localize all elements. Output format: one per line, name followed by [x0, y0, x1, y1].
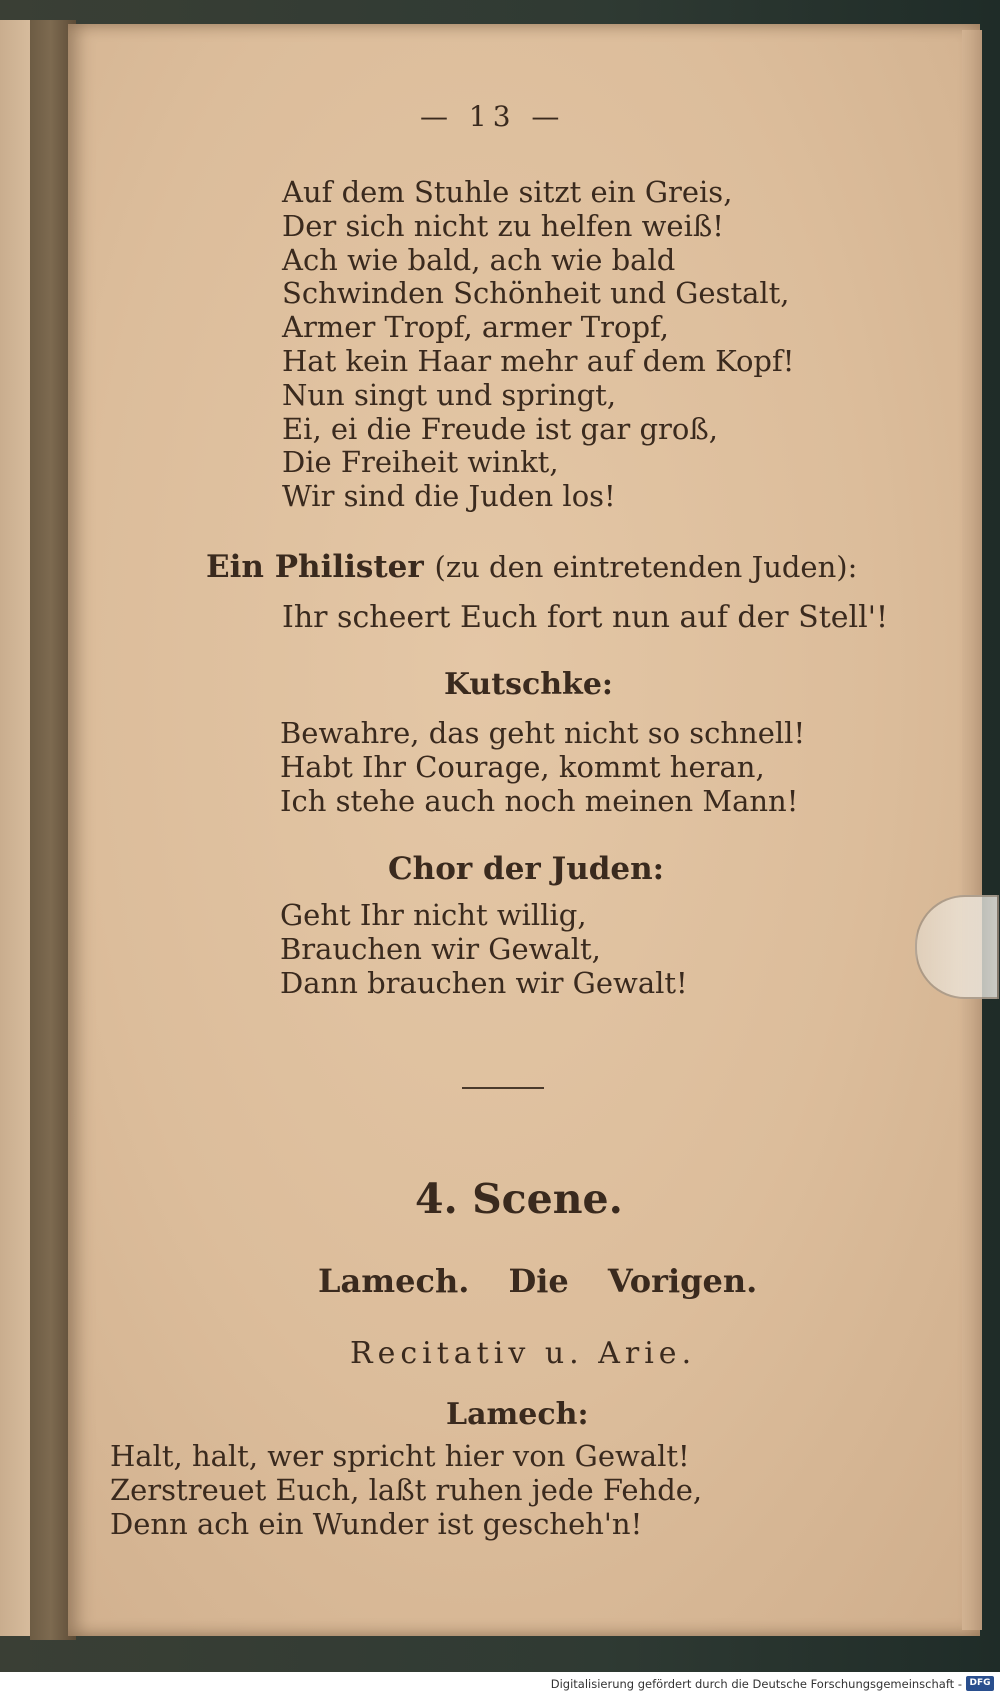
verse-line: Ei, ei die Freude ist gar groß,	[282, 411, 718, 446]
speaker-name: Ein Philister	[206, 549, 424, 585]
page-number: — 13 —	[420, 100, 566, 133]
verse-block-lamech	[110, 1440, 702, 1541]
scene-persons: Lamech. Die Vorigen.	[318, 1262, 758, 1300]
philister-line: Ihr scheert Euch fort nun auf der Stell'!	[282, 600, 889, 635]
speaker-kutschke: Kutschke:	[444, 667, 613, 702]
verse-line: Hat kein Haar mehr auf dem Kopf!	[282, 343, 795, 378]
verse-line: Ich stehe auch noch meinen Mann!	[280, 783, 799, 818]
speaker-chor: Chor der Juden:	[388, 851, 665, 887]
verse-line: Denn ach ein Wunder ist gescheh'n!	[110, 1506, 643, 1541]
verse-line: Brauchen wir Gewalt,	[280, 931, 601, 966]
verse-line: Ach wie bald, ach wie bald	[282, 242, 676, 277]
speaker-lamech: Lamech:	[446, 1397, 589, 1432]
verse-line: Der sich nicht zu helfen weiß!	[282, 208, 724, 243]
verse-line: Auf dem Stuhle sitzt ein Greis,	[282, 175, 733, 209]
verse-line: Bewahre, das geht nicht so schnell!	[280, 716, 806, 750]
verse-line: Halt, halt, wer spricht hier von Gewalt!	[110, 1439, 690, 1473]
scene-title: 4. Scene.	[415, 1175, 623, 1223]
verse-line: Wir sind die Juden los!	[282, 479, 616, 514]
verse-block-1	[282, 176, 794, 514]
verse-block-chor	[280, 899, 688, 1000]
stage-direction: (zu den eintretenden Juden):	[434, 550, 858, 584]
footer-credit: Digitalisierung gefördert durch die Deutsche Forschungsgemeinschaft -	[550, 1677, 962, 1691]
verse-line: Schwinden Schönheit und Gestalt,	[282, 276, 790, 311]
verse-block-kutschke	[280, 717, 805, 818]
speaker-philister	[206, 549, 857, 585]
verse-line: Armer Tropf, armer Tropf,	[282, 310, 669, 345]
page-edge-right	[962, 30, 982, 1630]
verse-line: Zerstreuet Euch, laßt ruhen jede Fehde,	[110, 1472, 703, 1507]
scene-subtitle: Recitativ u. Arie.	[350, 1336, 697, 1371]
verse-line: Nun singt und springt,	[282, 377, 617, 412]
section-divider	[462, 1087, 544, 1089]
verse-line: Habt Ihr Courage, kommt heran,	[280, 749, 765, 784]
verse-line: Die Freiheit winkt,	[282, 445, 559, 480]
verse-line: Geht Ihr nicht willig,	[280, 898, 587, 932]
dfg-logo: DFG	[966, 1676, 994, 1691]
verse-line: Dann brauchen wir Gewalt!	[280, 965, 688, 1000]
